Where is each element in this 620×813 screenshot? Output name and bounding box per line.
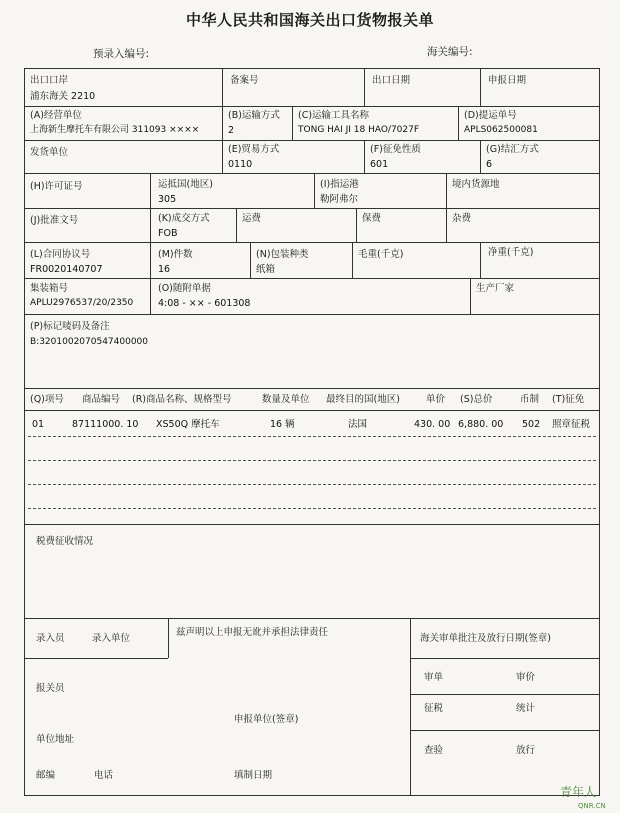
- col-divider: [480, 68, 481, 106]
- tax-status-label: 税费征收情况: [36, 536, 94, 547]
- postcode-label: 邮编: [36, 770, 56, 781]
- col-divider: [364, 68, 365, 106]
- package-value: 纸箱: [256, 264, 276, 275]
- col-divider: [446, 173, 447, 208]
- goods-dashed-line: [28, 436, 596, 437]
- row-divider: [410, 694, 600, 695]
- goods-dest: 法国: [348, 419, 368, 430]
- goods-col-hs-code: 商品编号: [82, 394, 121, 405]
- col-divider: [364, 140, 365, 173]
- row-divider: [24, 106, 600, 107]
- goods-item-no: 01: [32, 419, 45, 430]
- docs-value: 4:08 - ×× - 601308: [158, 298, 251, 309]
- goods-hs-code: 87111000. 10: [72, 419, 139, 430]
- settlement-label: (G)结汇方式: [486, 144, 539, 155]
- container-label: 集装箱号: [30, 283, 69, 294]
- record-no-label: 备案号: [230, 75, 259, 86]
- goods-unit-price: 430. 00: [414, 419, 451, 430]
- pieces-value: 16: [158, 264, 171, 275]
- goods-tax: 照章征税: [552, 419, 591, 430]
- form-frame: [24, 68, 600, 799]
- goods-currency: 502: [522, 419, 541, 430]
- trade-mode-label: (E)贸易方式: [228, 144, 280, 155]
- terms-value: FOB: [158, 228, 178, 239]
- tax-nature-value: 601: [370, 159, 389, 170]
- row-divider: [24, 410, 600, 411]
- settlement-value: 6: [486, 159, 493, 170]
- insurance-label: 保费: [362, 213, 382, 224]
- form-title: 中华人民共和国海关出口货物报关单: [186, 11, 435, 29]
- col-divider: [236, 208, 237, 242]
- dest-country-label: 运抵国(地区): [158, 179, 213, 190]
- watermark-site: QNR.CN: [578, 802, 606, 810]
- goods-col-name-spec: (R)商品名称、规格型号: [132, 394, 232, 405]
- declare-unit-label: 申报单位(签章): [234, 714, 299, 725]
- watermark-logo: 青年人: [560, 785, 597, 799]
- row-divider: [24, 278, 600, 279]
- col-divider: [314, 173, 315, 208]
- goods-qty-unit: 16 辆: [270, 419, 295, 430]
- col-divider: [446, 208, 447, 242]
- goods-col-item-no: (Q)项号: [30, 394, 64, 405]
- export-date-label: 出口日期: [372, 75, 411, 86]
- tax-nature-label: (F)征免性质: [370, 144, 421, 155]
- statistics-label: 统计: [516, 703, 536, 714]
- col-divider: [470, 278, 471, 314]
- col-divider: [356, 208, 357, 242]
- goods-col-tax: (T)征免: [552, 394, 585, 405]
- pieces-label: (M)件数: [158, 249, 193, 260]
- marks-value: B:3201002070547400000: [30, 337, 149, 347]
- declaration-text: 兹声明以上申报无讹并承担法律责任: [176, 627, 329, 638]
- operator-value: 上海新生摩托车有限公司 311093 ××××: [30, 125, 200, 135]
- goods-name-spec: XS50Q 摩托车: [156, 419, 220, 430]
- col-divider: [222, 68, 223, 106]
- docs-label: (O)随附单据: [158, 283, 211, 294]
- goods-col-dest: 最终目的国(地区): [326, 394, 400, 405]
- pricing-label: 审价: [516, 672, 536, 683]
- goods-col-total: (S)总价: [460, 394, 493, 405]
- net-weight-label: 净重(千克): [488, 247, 534, 258]
- freight-label: 运费: [242, 213, 262, 224]
- row-divider: [24, 314, 600, 315]
- review-label: 审单: [424, 672, 444, 683]
- phone-label: 电话: [94, 770, 114, 781]
- row-divider: [24, 658, 168, 659]
- col-divider: [150, 278, 151, 314]
- export-port-label: 出口口岸: [30, 75, 69, 86]
- col-divider: [150, 173, 151, 208]
- export-port-value: 浦东海关 2210: [30, 91, 96, 102]
- dest-port-label: (I)指运港: [320, 179, 359, 190]
- goods-col-qty-unit: 数量及单位: [262, 394, 310, 405]
- col-divider: [222, 106, 223, 140]
- declare-date-label: 申报日期: [488, 75, 527, 86]
- col-divider: [410, 618, 411, 796]
- domestic-source-label: 境内货源地: [452, 179, 500, 190]
- row-divider: [410, 730, 600, 731]
- transport-mode-label: (B)运输方式: [228, 110, 280, 121]
- customs-no-label: 海关编号:: [427, 46, 473, 58]
- customs-approval-label: 海关审单批注及放行日期(签章): [420, 633, 551, 644]
- consignor-label: 发货单位: [30, 147, 69, 158]
- marks-label: (P)标记唛码及备注: [30, 321, 110, 332]
- row-divider: [24, 140, 600, 141]
- goods-dashed-line: [28, 508, 596, 509]
- declarant-label: 报关员: [36, 683, 65, 694]
- license-label: (H)许可证号: [30, 181, 83, 192]
- trade-mode-value: 0110: [228, 159, 253, 170]
- transport-mode-value: 2: [228, 125, 235, 136]
- pre-entry-no-label: 预录入编号:: [93, 48, 150, 60]
- goods-total: 6,880. 00: [458, 419, 504, 430]
- col-divider: [458, 106, 459, 140]
- col-divider: [168, 618, 169, 658]
- goods-col-currency: 币制: [520, 394, 540, 405]
- address-label: 单位地址: [36, 734, 75, 745]
- bill-no-label: (D)提运单号: [464, 110, 517, 121]
- goods-col-unit-price: 单价: [426, 394, 446, 405]
- bill-no-value: APLS062500081: [464, 125, 538, 135]
- release-label: 放行: [516, 745, 536, 756]
- col-divider: [480, 242, 481, 278]
- col-divider: [352, 242, 353, 278]
- manufacturer-label: 生产厂家: [476, 283, 515, 294]
- dest-country-value: 305: [158, 194, 177, 205]
- gross-weight-label: 毛重(千克): [358, 249, 404, 260]
- inspection-label: 查验: [424, 745, 444, 756]
- operator-label: (A)经营单位: [30, 110, 82, 121]
- misc-label: 杂费: [452, 213, 472, 224]
- row-divider: [24, 388, 600, 389]
- terms-label: (K)成交方式: [158, 213, 210, 224]
- goods-dashed-line: [28, 484, 596, 485]
- fill-date-label: 填制日期: [234, 770, 273, 781]
- package-label: (N)包装种类: [256, 249, 309, 260]
- col-divider: [222, 140, 223, 173]
- contract-value: FR0020140707: [30, 264, 103, 275]
- row-divider: [24, 242, 600, 243]
- row-divider: [24, 173, 600, 174]
- entry-clerk-label: 录入员: [36, 633, 65, 644]
- col-divider: [150, 242, 151, 278]
- entry-unit-label: 录入单位: [92, 633, 131, 644]
- levy-label: 征税: [424, 703, 444, 714]
- row-divider: [24, 524, 600, 525]
- goods-dashed-line: [28, 460, 596, 461]
- row-divider: [24, 208, 600, 209]
- transport-tool-label: (C)运输工具名称: [298, 110, 370, 121]
- transport-tool-value: TONG HAI JI 18 HAO/7027F: [298, 125, 420, 135]
- container-value: APLU2976537/20/2350: [30, 298, 134, 308]
- col-divider: [480, 140, 481, 173]
- contract-label: (L)合同协议号: [30, 249, 91, 260]
- approval-label: (J)批准文号: [30, 215, 79, 226]
- col-divider: [250, 242, 251, 278]
- row-divider: [24, 618, 600, 619]
- dest-port-value: 勒阿弗尔: [320, 194, 359, 205]
- col-divider: [292, 106, 293, 140]
- row-divider: [410, 658, 600, 659]
- col-divider: [150, 208, 151, 242]
